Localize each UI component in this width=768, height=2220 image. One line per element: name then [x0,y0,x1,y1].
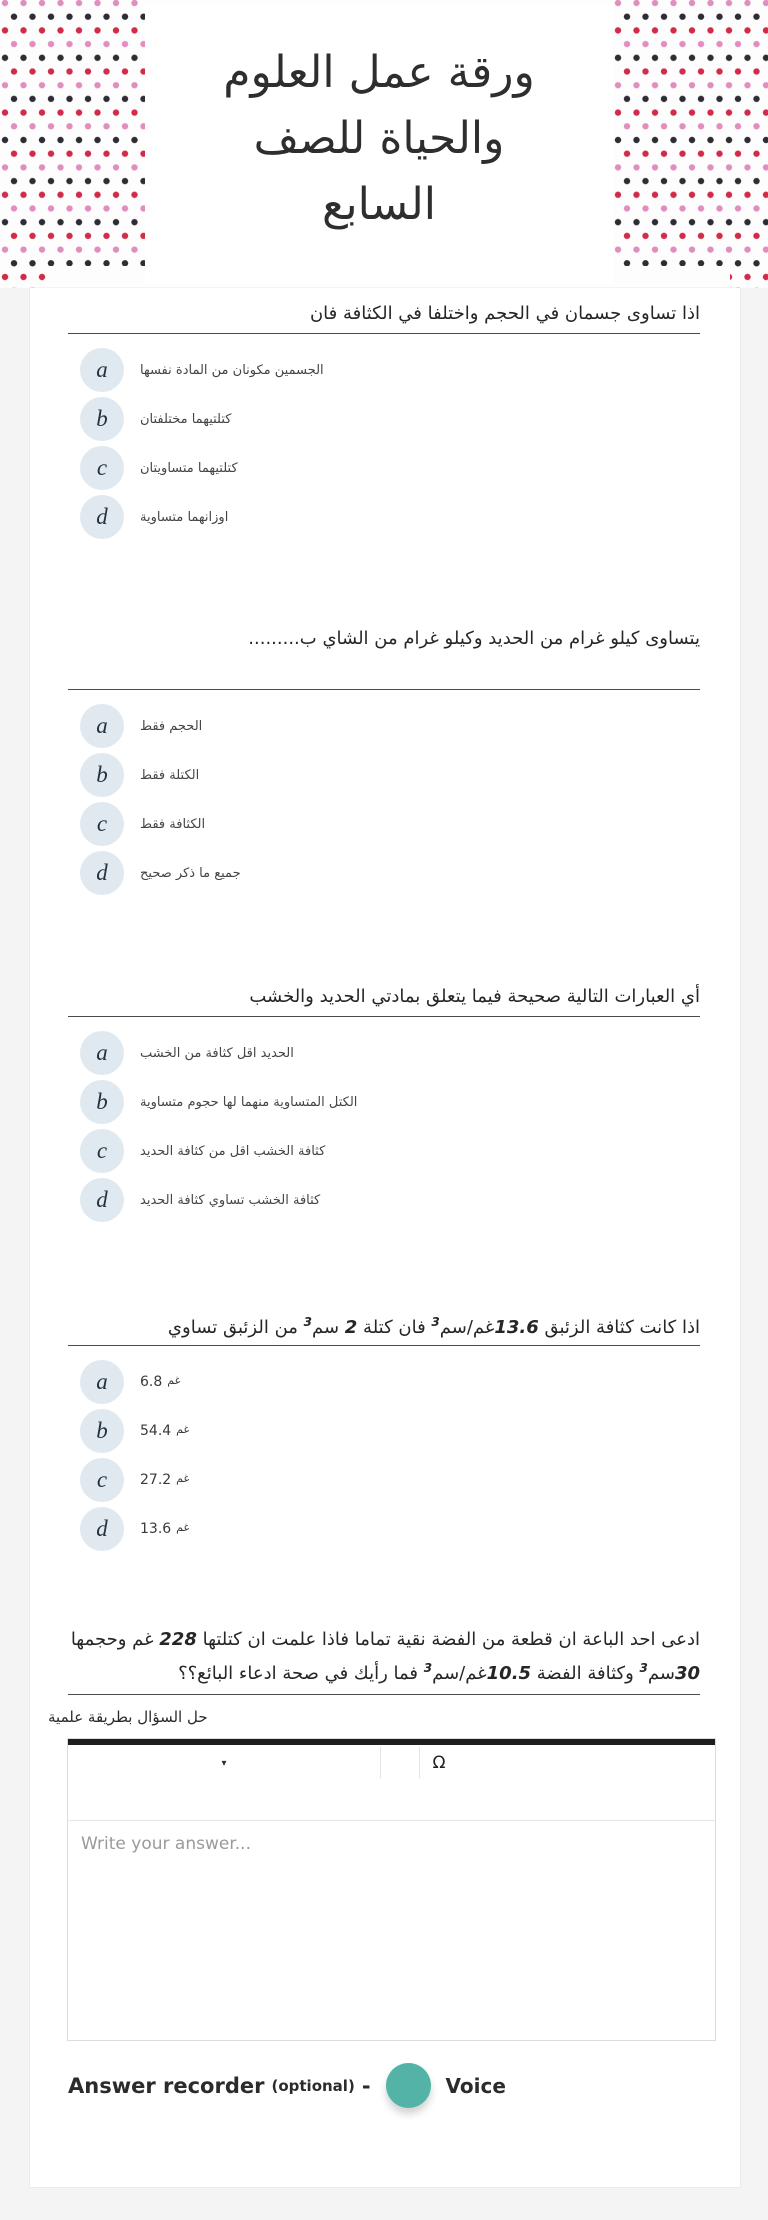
editor-toolbar [68,1745,715,1821]
question-section-3 [68,983,700,1222]
option-row[interactable] [68,397,700,441]
options-list [68,1360,700,1551]
option-letter-badge[interactable]: a [80,1031,124,1075]
option-row[interactable] [68,348,700,392]
worksheet-header [0,0,768,288]
option-letter-badge[interactable]: b [80,397,124,441]
option-row[interactable] [68,446,700,490]
option-letter-badge[interactable]: a [80,704,124,748]
option-label: الجسمين مكونان من المادة نفسها [140,362,324,378]
option-label: الكثافة فقط [140,816,206,832]
question-title: يتساوى كيلو غرام من الحديد وكيلو غرام من الشاي ب......... [248,628,700,649]
option-letter-badge[interactable]: d [80,495,124,539]
special-characters-button[interactable]: Ω [421,1747,457,1779]
answer-editor [67,1738,716,2041]
option-row[interactable] [68,1031,700,1075]
toolbar-separator [419,1747,420,1778]
voice-label: Voice [445,2073,506,2098]
option-row[interactable] [68,704,700,748]
option-label: الكتل المتساوية منهما لها حجوم متساوية [140,1094,358,1110]
toolbar-separator [380,1747,381,1778]
question-underline [68,333,700,334]
option-letter-badge[interactable]: b [80,1409,124,1453]
option-row[interactable] [68,1507,700,1551]
option-row[interactable] [68,495,700,539]
option-letter-badge[interactable]: d [80,851,124,895]
option-label: الكتلة فقط [140,767,200,783]
option-label: 13.6 غم [140,1521,190,1537]
recorder-separator: - [361,2073,371,2098]
option-row[interactable] [68,1458,700,1502]
question-title: أي العبارات التالية صحيحة فيما يتعلق بمادتي الحديد والخشب [249,986,700,1007]
option-row[interactable] [68,1360,700,1404]
worksheet-card [30,288,740,2187]
option-letter-badge[interactable]: c [80,446,124,490]
answer-placeholder: Write your answer... [81,1834,251,1854]
polka-dot-decoration-left [0,0,146,288]
option-row[interactable] [68,753,700,797]
option-row[interactable] [68,1129,700,1173]
question-section-2 [68,625,700,895]
voice-record-button[interactable] [386,2063,431,2108]
option-label: 6.8 غم [140,1374,181,1390]
question-underline [68,1016,700,1017]
question-sub-label: حل السؤال بطريقة علمية [48,1708,208,1726]
option-label: الحديد اقل كثافة من الخشب [140,1045,294,1061]
answer-recorder-row [68,2063,740,2108]
option-label: اوزانهما متساوية [140,509,229,525]
question-title: اذا كانت كثافة الزئبق 13.6غم/سم$^3$ فان كتلة 2 سم$^3$ من الزئبق تساوي [167,1315,700,1338]
question-title: اذا تساوى جسمان في الحجم واختلفا في الكثافة فان [309,303,700,324]
option-label: جميع ما ذكر صحيح [140,865,241,881]
option-label: الحجم فقط [140,718,203,734]
option-letter-badge[interactable]: d [80,1178,124,1222]
options-list [68,348,700,539]
option-letter-badge[interactable]: a [80,1360,124,1404]
option-label: كتلتيهما متساويتان [140,460,238,476]
worksheet-title-line: ورقة عمل العلوم [223,47,535,98]
question-section-1 [68,300,700,539]
polka-dot-decoration-right [613,0,768,288]
option-letter-badge[interactable]: a [80,348,124,392]
worksheet-title-line: والحياة للصف [253,113,505,164]
question-title: ادعى احد الباعة ان قطعة من الفضة نقية تماما فاذا علمت ان كتلتها 228 غم وحجمها 30سم$^3$ وكثافة الفضة 10.5غم/سم$^3$ فما رأيك في صحة ادعاء البائع؟؟ [70,1629,700,1684]
toolbar-format-dropdown[interactable] [68,1747,380,1779]
option-letter-badge[interactable]: c [80,1129,124,1173]
chevron-down-icon: ▾ [221,1757,227,1769]
question-section-5 [68,1625,700,1695]
options-list [68,704,700,895]
option-letter-badge[interactable]: c [80,1458,124,1502]
option-row[interactable] [68,1409,700,1453]
recorder-optional-label: (optional) [271,2076,355,2095]
option-letter-badge[interactable]: b [80,753,124,797]
worksheet-title-line: السابع [322,179,436,230]
option-row[interactable] [68,851,700,895]
question-underline [68,1694,700,1695]
option-label: كثافة الخشب تساوي كثافة الحديد [140,1192,321,1208]
options-list [68,1031,700,1222]
option-label: 27.2 غم [140,1472,190,1488]
question-underline [68,689,700,690]
option-letter-badge[interactable]: d [80,1507,124,1551]
option-label: كتلتيهما مختلفتان [140,411,232,427]
option-row[interactable] [68,1080,700,1124]
option-letter-badge[interactable]: b [80,1080,124,1124]
question-underline [68,1345,700,1346]
option-row[interactable] [68,802,700,846]
option-letter-badge[interactable]: c [80,802,124,846]
question-section-4 [68,1309,700,1551]
answer-input[interactable] [68,1821,715,2040]
option-label: كثافة الخشب اقل من كثافة الحديد [140,1143,326,1159]
recorder-label: Answer recorder [68,2073,265,2098]
option-row[interactable] [68,1178,700,1222]
option-label: 54.4 غم [140,1423,190,1439]
worksheet-title-box [145,4,613,284]
